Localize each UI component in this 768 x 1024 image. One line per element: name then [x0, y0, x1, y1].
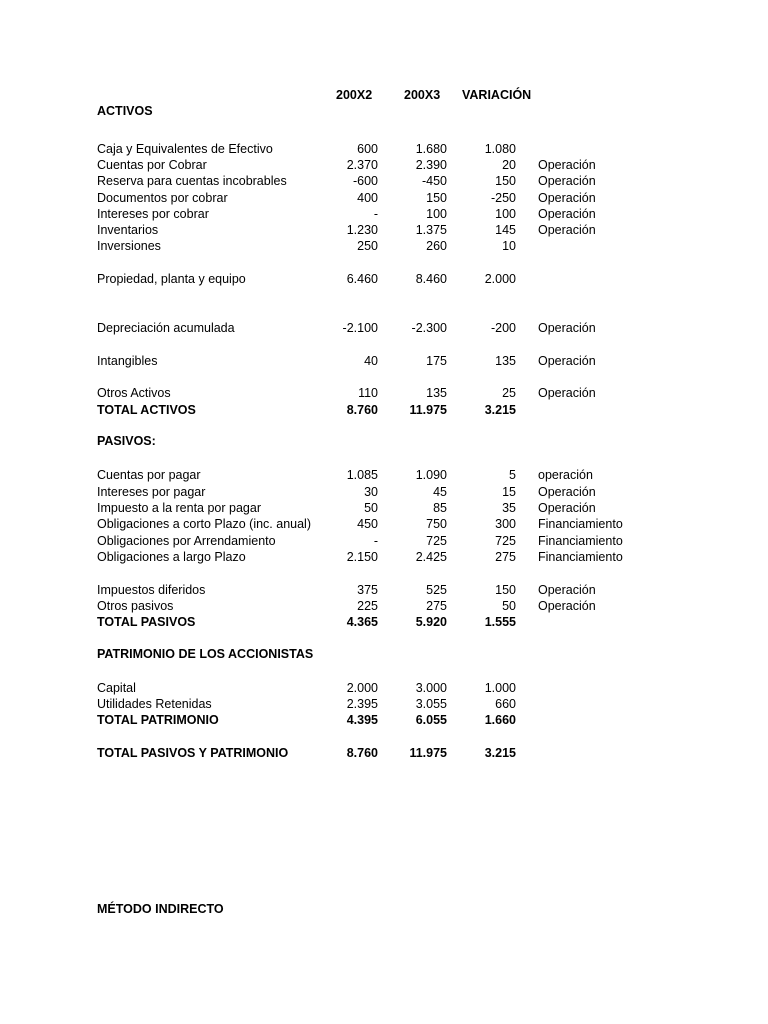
table-row [97, 516, 757, 532]
value-200x2: -2.100 [342, 321, 378, 335]
value-200x3: 135 [426, 386, 447, 400]
value-variacion: -250 [490, 191, 516, 205]
value-200x2: 450 [357, 517, 378, 531]
value-200x2: 375 [357, 583, 378, 597]
value-200x2: 250 [357, 239, 378, 253]
value-variacion: 660 [495, 697, 516, 711]
total-row [97, 402, 757, 418]
activity-category: Operación [538, 321, 596, 335]
activity-category: Financiamiento [538, 550, 623, 564]
value-200x3: 100 [426, 207, 447, 221]
value-variacion: 25 [502, 386, 516, 400]
row-label: Cuentas por Cobrar [97, 158, 207, 172]
total-row [97, 745, 757, 761]
section-activos: ACTIVOS [97, 104, 153, 118]
activity-category: Operación [538, 485, 596, 499]
row-label: Inventarios [97, 223, 159, 237]
value-200x2: 4.365 [346, 615, 378, 629]
value-variacion: 725 [495, 534, 516, 548]
value-variacion: 1.000 [484, 681, 516, 695]
value-200x3: 1.090 [415, 468, 447, 482]
activity-category: Operación [538, 223, 596, 237]
row-label: TOTAL PASIVOS Y PATRIMONIO [97, 746, 289, 760]
value-200x3: 3.055 [415, 697, 447, 711]
activity-category: Operación [538, 501, 596, 515]
value-200x2: 110 [358, 386, 378, 400]
value-variacion: 1.660 [484, 713, 516, 727]
value-variacion: 15 [502, 485, 516, 499]
value-200x3: 275 [426, 599, 447, 613]
value-200x3: 11.975 [409, 746, 447, 760]
value-200x2: 2.395 [346, 697, 378, 711]
activity-category: Operación [538, 191, 596, 205]
table-row [97, 549, 757, 565]
table-row [97, 222, 757, 238]
value-200x2: 600 [357, 142, 378, 156]
value-variacion: 35 [502, 501, 516, 515]
table-row [97, 696, 757, 712]
total-row [97, 712, 757, 728]
value-variacion: 50 [502, 599, 516, 613]
table-row [97, 484, 757, 500]
table-row [97, 190, 757, 206]
value-variacion: 150 [495, 174, 516, 188]
value-200x2: 400 [357, 191, 378, 205]
value-200x2: 8.760 [346, 403, 378, 417]
value-variacion: 20 [502, 158, 516, 172]
row-label: TOTAL PATRIMONIO [97, 713, 219, 727]
value-200x2: 4.395 [346, 713, 378, 727]
value-200x3: 260 [426, 239, 447, 253]
row-label: TOTAL ACTIVOS [97, 403, 196, 417]
row-label: Impuestos diferidos [97, 583, 206, 597]
table-row [97, 157, 757, 173]
table-row [97, 238, 757, 254]
row-label: Documentos por cobrar [97, 191, 228, 205]
row-label: Intereses por pagar [97, 485, 206, 499]
value-200x3: 2.425 [415, 550, 447, 564]
value-200x2: -600 [352, 174, 378, 188]
section-patrimonio: PATRIMONIO DE LOS ACCIONISTAS [97, 647, 314, 661]
value-200x3: -2.300 [411, 321, 447, 335]
value-variacion: 5 [509, 468, 516, 482]
row-label: Intereses por cobrar [97, 207, 209, 221]
value-200x3: 5.920 [415, 615, 447, 629]
total-row [97, 614, 757, 630]
value-variacion: 150 [495, 583, 516, 597]
activity-category: Operación [538, 599, 596, 613]
activity-category: Operación [538, 158, 596, 172]
value-200x2: 50 [364, 501, 378, 515]
activity-category: Financiamiento [538, 517, 623, 531]
value-200x3: 11.975 [409, 403, 447, 417]
value-200x2: 2.150 [346, 550, 378, 564]
row-label: Utilidades Retenidas [97, 697, 212, 711]
value-200x3: 150 [426, 191, 447, 205]
table-row [97, 680, 757, 696]
row-label: Cuentas por pagar [97, 468, 201, 482]
value-variacion: 3.215 [484, 746, 516, 760]
row-label: Obligaciones a corto Plazo (inc. anual) [97, 517, 312, 531]
value-200x3: 725 [426, 534, 447, 548]
value-200x3: 3.000 [415, 681, 447, 695]
value-200x2: 2.370 [346, 158, 378, 172]
section-pasivos: PASIVOS: [97, 434, 156, 448]
value-variacion: 275 [495, 550, 516, 564]
value-200x2: - [373, 207, 378, 221]
value-200x3: 45 [433, 485, 447, 499]
activity-category: Operación [538, 386, 596, 400]
value-200x2: 1.085 [346, 468, 378, 482]
value-200x2: 8.760 [346, 746, 378, 760]
value-variacion: 1.080 [484, 142, 516, 156]
value-200x2: 30 [364, 485, 378, 499]
row-label: Inversiones [97, 239, 161, 253]
value-200x3: 1.375 [415, 223, 447, 237]
header-col-200x2: 200X2 [336, 88, 373, 102]
row-label: Intangibles [97, 354, 158, 368]
value-200x2: 40 [364, 354, 378, 368]
section-metodo-indirecto: MÉTODO INDIRECTO [97, 902, 224, 916]
table-row [97, 271, 757, 287]
row-label: Propiedad, planta y equipo [97, 272, 246, 286]
value-200x3: 175 [426, 354, 447, 368]
row-label: Depreciación acumulada [97, 321, 235, 335]
value-200x2: 6.460 [346, 272, 378, 286]
value-200x3: 1.680 [415, 142, 447, 156]
value-variacion: 135 [495, 354, 516, 368]
activity-category: Financiamiento [538, 534, 623, 548]
row-label: Impuesto a la renta por pagar [97, 501, 261, 515]
value-200x3: 6.055 [415, 713, 447, 727]
table-row [97, 467, 757, 483]
table-row [97, 173, 757, 189]
table-row [97, 500, 757, 516]
row-label: Caja y Equivalentes de Efectivo [97, 142, 273, 156]
row-label: Reserva para cuentas incobrables [97, 174, 287, 188]
value-200x2: 1.230 [346, 223, 378, 237]
table-row [97, 141, 757, 157]
value-variacion: 300 [495, 517, 516, 531]
row-label: Obligaciones por Arrendamiento [97, 534, 276, 548]
value-variacion: 1.555 [484, 615, 516, 629]
value-variacion: 145 [495, 223, 516, 237]
table-row [97, 533, 757, 549]
activity-category: operación [538, 468, 593, 482]
value-variacion: -200 [490, 321, 516, 335]
row-label: TOTAL PASIVOS [97, 615, 196, 629]
table-row [97, 598, 757, 614]
table-row [97, 582, 757, 598]
value-variacion: 100 [495, 207, 516, 221]
value-200x2: 2.000 [346, 681, 378, 695]
value-200x3: 2.390 [415, 158, 447, 172]
value-200x2: 225 [357, 599, 378, 613]
activity-category: Operación [538, 354, 596, 368]
activity-category: Operación [538, 583, 596, 597]
table-row [97, 206, 757, 222]
activity-category: Operación [538, 207, 596, 221]
table-row [97, 353, 757, 369]
table-row [97, 320, 757, 336]
activity-category: Operación [538, 174, 596, 188]
row-label: Obligaciones a largo Plazo [97, 550, 246, 564]
value-200x3: 750 [426, 517, 447, 531]
value-200x3: 85 [433, 501, 447, 515]
value-variacion: 10 [502, 239, 516, 253]
header-col-variacion: VARIACIÓN [462, 88, 532, 102]
row-label: Otros pasivos [97, 599, 174, 613]
header-col-200x3: 200X3 [404, 88, 441, 102]
table-row [97, 385, 757, 401]
row-label: Capital [97, 681, 136, 695]
value-200x3: -450 [421, 174, 447, 188]
value-variacion: 2.000 [484, 272, 516, 286]
row-label: Otros Activos [97, 386, 171, 400]
value-200x2: - [373, 534, 378, 548]
value-variacion: 3.215 [484, 403, 516, 417]
value-200x3: 8.460 [415, 272, 447, 286]
value-200x3: 525 [426, 583, 447, 597]
